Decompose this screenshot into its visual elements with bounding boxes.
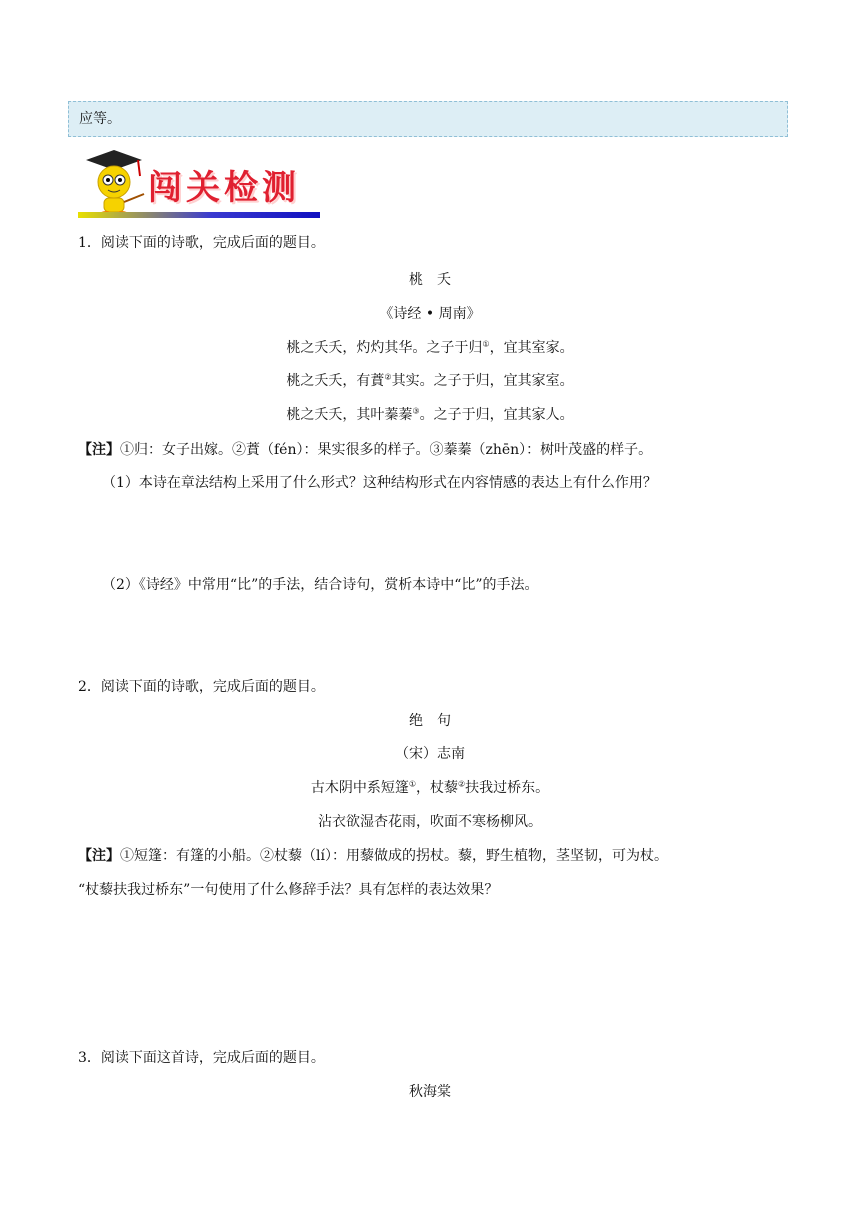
q1-poem-line-1: 桃之夭夭，灼灼其华。之子于归①，宜其室家。 bbox=[286, 339, 574, 356]
q1-poem-source: 《诗经 • 周南》 bbox=[379, 306, 481, 322]
q2-question: “杖藜扶我过桥东”一句使用了什么修辞手法？具有怎样的表达效果？ bbox=[78, 882, 499, 898]
annotation-label: 【注】 bbox=[78, 442, 120, 458]
banner-underline bbox=[78, 212, 320, 218]
banner-title: 闯关检测 bbox=[148, 168, 300, 208]
q2-poem-source: （宋）志南 bbox=[395, 746, 465, 762]
q2-prompt: 2．阅读下面的诗歌，完成后面的题目。 bbox=[78, 679, 325, 695]
annotation-label: 【注】 bbox=[78, 848, 120, 864]
q2-poem-title: 绝 句 bbox=[409, 713, 451, 729]
q1-poem-title: 桃 夭 bbox=[409, 272, 451, 288]
previous-note-text: 应等。 bbox=[79, 111, 121, 127]
q1-annotation: 【注】①归：女子出嫁。②蕡（fén）：果实很多的样子。③蓁蓁（zhēn）：树叶茂盛的样子。 bbox=[78, 442, 653, 458]
q1-sub-question-2: （2）《诗经》中常用“比”的手法，结合诗句，赏析本诗中“比”的手法。 bbox=[102, 577, 539, 593]
q1-poem-line-2: 桃之夭夭，有蕡②其实。之子于归，宜其家室。 bbox=[286, 372, 574, 389]
q3-poem-title: 秋海棠 bbox=[409, 1084, 451, 1100]
graduate-mascot-icon bbox=[78, 146, 158, 218]
q1-prompt: 1．阅读下面的诗歌，完成后面的题目。 bbox=[78, 235, 325, 251]
q2-poem-line-2: 沾衣欲湿杏花雨，吹面不寒杨柳风。 bbox=[318, 814, 542, 830]
q3-prompt: 3．阅读下面这首诗，完成后面的题目。 bbox=[78, 1050, 325, 1066]
q1-poem-line-3: 桃之夭夭，其叶蓁蓁③。之子于归，宜其家人。 bbox=[286, 406, 574, 423]
previous-note-box bbox=[68, 101, 788, 137]
q2-poem-line-1: 古木阴中系短篷①，杖藜②扶我过桥东。 bbox=[310, 779, 550, 796]
q1-sub-question-1: （1）本诗在章法结构上采用了什么形式？这种结构形式在内容情感的表达上有什么作用？ bbox=[102, 475, 657, 491]
q2-annotation: 【注】①短篷：有篷的小船。②杖藜（lí）：用藜做成的拐杖。藜，野生植物，茎坚韧，可为杖。 bbox=[78, 848, 668, 864]
